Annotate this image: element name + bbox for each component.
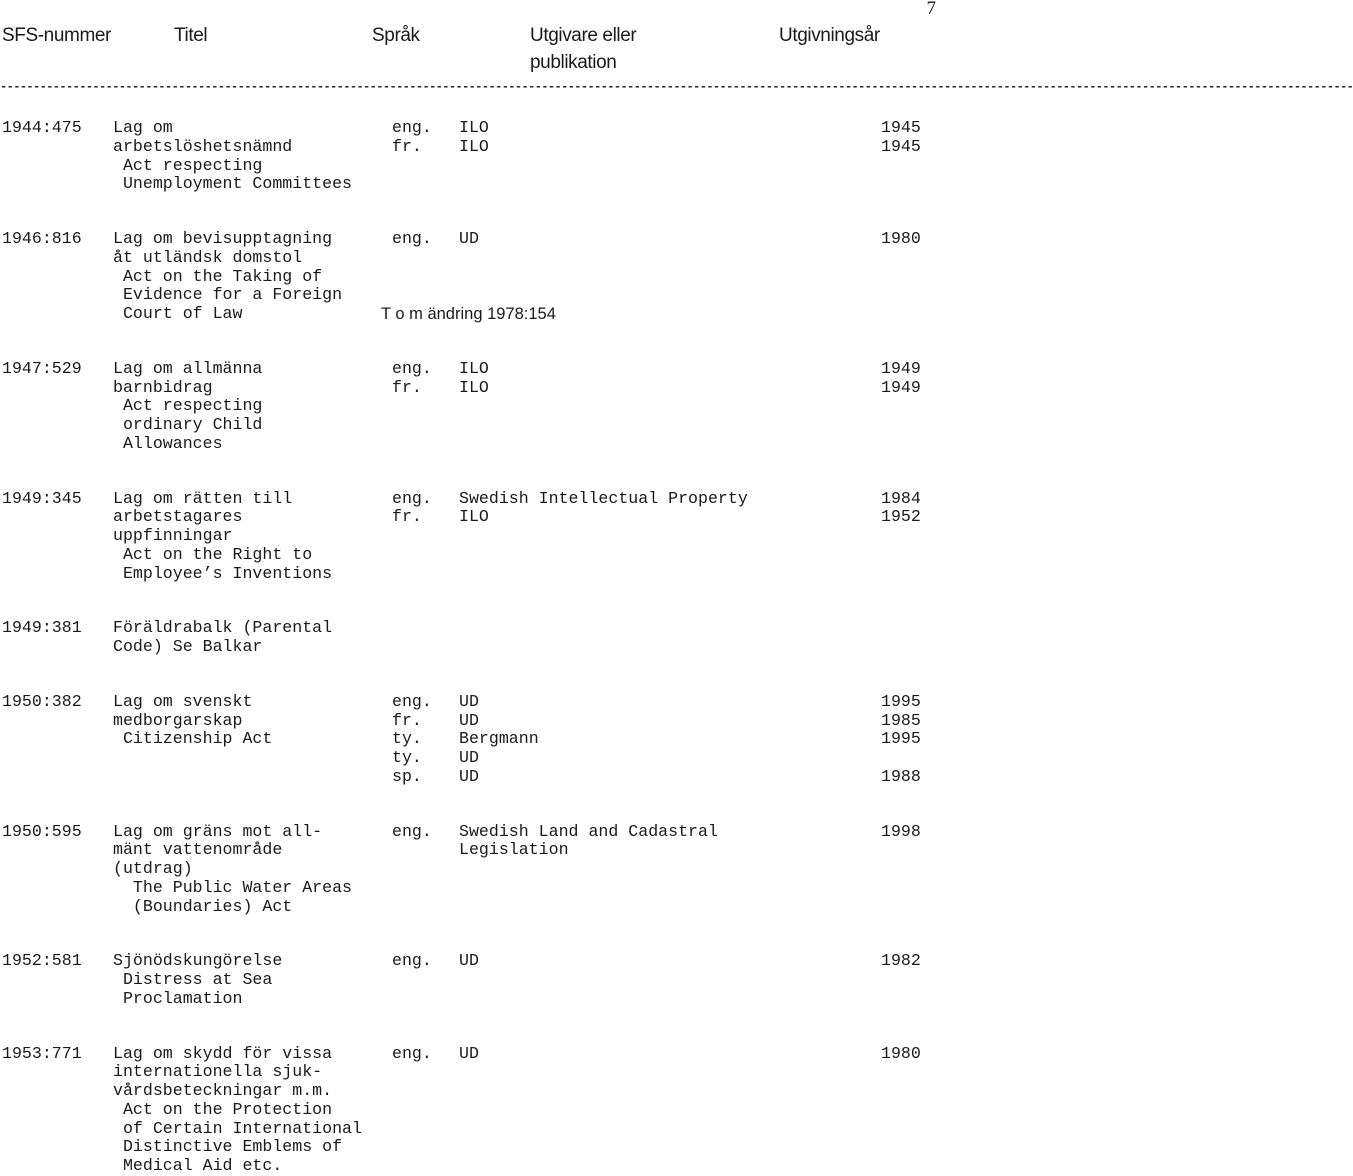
entry-year-line: 1980 bbox=[881, 1043, 921, 1063]
entry-publisher-line: ILO bbox=[459, 358, 489, 378]
entry-title-line: Lag om rätten till bbox=[113, 488, 293, 508]
entry-title-line: Evidence for a Foreign bbox=[113, 285, 343, 305]
entry-publisher bbox=[459, 230, 479, 249]
entry-language-line: eng. bbox=[392, 821, 432, 841]
entry-publisher-line: UD bbox=[459, 766, 479, 786]
entry-publisher-line: Legislation bbox=[459, 840, 569, 860]
entry-title-line: medborgarskap bbox=[113, 710, 243, 730]
entry-publisher bbox=[459, 1045, 479, 1064]
entry-year bbox=[881, 230, 921, 249]
entry-year bbox=[881, 1045, 921, 1064]
entry-year bbox=[881, 823, 921, 842]
entry-publisher-line: UD bbox=[459, 691, 479, 711]
entry-year-line: 1998 bbox=[881, 821, 921, 841]
entry-year-line: 1945 bbox=[881, 136, 921, 156]
entry-publisher bbox=[459, 693, 539, 787]
sfs-number: 1952:581 bbox=[2, 951, 82, 971]
entry-publisher-line: UD bbox=[459, 951, 479, 971]
entry-language bbox=[392, 823, 432, 842]
entry-title-line: Distress at Sea bbox=[113, 970, 273, 989]
entry-title-line: Act on the Protection bbox=[113, 1099, 333, 1119]
entry-language-line: fr. bbox=[392, 377, 422, 397]
entry-language bbox=[392, 693, 432, 787]
entry-publisher-line: UD bbox=[459, 748, 479, 767]
entry-title-line: Unemployment Committees bbox=[113, 174, 352, 194]
header-year: Utgivningsår bbox=[779, 25, 880, 46]
entry-title-line: The Public Water Areas bbox=[113, 877, 352, 897]
entry-publisher-line: ILO bbox=[459, 136, 489, 156]
entry-title-line: (Boundaries) Act bbox=[113, 896, 293, 916]
page-number: 7 bbox=[926, 0, 936, 19]
sfs-number: 1944:475 bbox=[2, 118, 82, 137]
entry-year bbox=[881, 693, 921, 787]
entry-year bbox=[881, 952, 921, 971]
entry-title-line: Distinctive Emblems of bbox=[113, 1137, 343, 1157]
entry-title-line: Lag om gräns mot all- bbox=[113, 821, 323, 841]
entry-title-line: Allowances bbox=[113, 433, 223, 453]
entry-title-line: Code) Se Balkar bbox=[113, 637, 263, 656]
entry-publisher-line: Bergmann bbox=[459, 729, 539, 749]
entry-title-line: vårdsbeteckningar m.m. bbox=[113, 1081, 333, 1100]
entry-year-line: 1952 bbox=[881, 507, 921, 527]
entry-title-line: Act on the Right to bbox=[113, 544, 313, 564]
entry-title-line: Act on the Taking of bbox=[113, 266, 323, 286]
entry-title-line: arbetslöshetsnämnd bbox=[113, 136, 293, 156]
entry-year-line: 1982 bbox=[881, 951, 921, 971]
sfs-number: 1949:381 bbox=[2, 618, 82, 638]
header-publisher-line2: publikation bbox=[530, 52, 617, 73]
entry-year-line bbox=[881, 749, 921, 768]
entry-title-line: Lag om allmänna bbox=[113, 358, 263, 378]
entry-title-line: mänt vattenområde bbox=[113, 840, 283, 860]
header-sfs-number: SFS-nummer bbox=[2, 25, 111, 46]
entry-language-line: fr. bbox=[392, 507, 422, 527]
entry-title-line: Lag om svenskt bbox=[113, 691, 253, 711]
entry-year-line: 1995 bbox=[881, 729, 921, 749]
entry-publisher-line: UD bbox=[459, 1043, 479, 1063]
entry-title-line: ordinary Child bbox=[113, 415, 263, 434]
entry-title-line: Lag om bbox=[113, 118, 173, 137]
entry-year-line: 1985 bbox=[881, 710, 921, 730]
entry-language-line: ty. bbox=[392, 748, 422, 767]
entry-year-line: 1984 bbox=[881, 488, 921, 508]
entry-title-line: Proclamation bbox=[113, 988, 243, 1008]
entry-language bbox=[392, 952, 432, 971]
entry-language bbox=[392, 119, 432, 157]
entry-year-line: 1980 bbox=[881, 229, 921, 248]
header-language: Språk bbox=[372, 25, 420, 46]
entry-title bbox=[113, 230, 342, 324]
column-header bbox=[0, 22, 960, 82]
entry-language-line: eng. bbox=[392, 691, 432, 711]
entry-publisher-line: ILO bbox=[459, 118, 489, 137]
sfs-number: 1950:595 bbox=[2, 821, 82, 841]
entry-year bbox=[881, 119, 921, 157]
entry-title-line: åt utländsk domstol bbox=[113, 247, 303, 267]
entry-language-line: fr. bbox=[392, 136, 422, 156]
header-title: Titel bbox=[174, 25, 208, 46]
entry-title-line: Employee’s Inventions bbox=[113, 563, 333, 583]
entry-year-line: 1945 bbox=[881, 118, 921, 137]
entry-publisher-line: ILO bbox=[459, 377, 489, 397]
entry-title-line: Lag om bevisupptagning bbox=[113, 229, 333, 248]
entry-title bbox=[113, 619, 332, 657]
entry-language bbox=[392, 1045, 432, 1064]
entry-title-line: Sjönödskungörelse bbox=[113, 951, 283, 971]
entry-title-line: Citizenship Act bbox=[113, 729, 273, 749]
entry-title-line: uppfinningar bbox=[113, 526, 233, 545]
entry-language-line: eng. bbox=[392, 118, 432, 137]
entry-title bbox=[113, 119, 352, 194]
entry-title-line: Act respecting bbox=[113, 155, 263, 175]
sfs-number: 1953:771 bbox=[2, 1043, 82, 1063]
entry-title-line: arbetstagares bbox=[113, 507, 243, 527]
entry-language-line: eng. bbox=[392, 1043, 432, 1063]
entry-language-line: eng. bbox=[392, 488, 432, 508]
entry-title-line: of Certain International bbox=[113, 1118, 362, 1138]
entry-title bbox=[113, 360, 262, 454]
entry-publisher-line: UD bbox=[459, 229, 479, 248]
entry-year-line: 1949 bbox=[881, 358, 921, 378]
entry-publisher-line: UD bbox=[459, 710, 479, 730]
sfs-number: 1950:382 bbox=[2, 691, 82, 711]
sfs-number: 1946:816 bbox=[2, 229, 82, 248]
entry-title-line: (utdrag) bbox=[113, 859, 193, 878]
entry-language-line: ty. bbox=[392, 729, 422, 749]
entry-language-line: fr. bbox=[392, 710, 422, 730]
entry-year bbox=[881, 360, 921, 398]
sfs-number: 1949:345 bbox=[2, 488, 82, 508]
entry-language-line: eng. bbox=[392, 358, 432, 378]
entry-title bbox=[113, 693, 272, 749]
entry-language bbox=[392, 490, 432, 528]
entry-language bbox=[392, 230, 432, 249]
entry-year-line: 1949 bbox=[881, 377, 921, 397]
entry-title-line: Act respecting bbox=[113, 396, 263, 416]
header-dashed-rule: ------------------------------------------------------------------------------------------------------------------------------------------------------------------------------------------------------------- bbox=[0, 80, 1353, 94]
entry-language bbox=[392, 360, 432, 398]
entry-title-line: Court of Law bbox=[113, 304, 243, 323]
entry-title bbox=[113, 952, 282, 1008]
entry-language-line: sp. bbox=[392, 766, 422, 786]
entry-note: T o m ändring 1978:154 bbox=[381, 305, 556, 323]
entry-publisher bbox=[459, 952, 479, 971]
entry-title bbox=[113, 1045, 362, 1176]
entry-title-line: internationella sjuk- bbox=[113, 1062, 323, 1082]
entry-publisher-line: ILO bbox=[459, 507, 489, 527]
entry-publisher-line: Swedish Land and Cadastral bbox=[459, 821, 718, 841]
entry-title bbox=[113, 490, 332, 584]
entry-title-line: Medical Aid etc. bbox=[113, 1156, 283, 1175]
entry-publisher bbox=[459, 823, 718, 861]
entry-publisher bbox=[459, 360, 489, 398]
entry-title-line: barnbidrag bbox=[113, 377, 213, 397]
entry-year-line: 1988 bbox=[881, 766, 921, 786]
sfs-number: 1947:529 bbox=[2, 358, 82, 378]
entry-publisher bbox=[459, 490, 748, 528]
entry-title bbox=[113, 823, 352, 917]
entry-title-line: Föräldrabalk (Parental bbox=[113, 618, 333, 638]
entry-language-line: eng. bbox=[392, 951, 432, 971]
entry-publisher bbox=[459, 119, 489, 157]
header-publisher-line1: Utgivare eller bbox=[530, 25, 637, 46]
entry-year bbox=[881, 490, 921, 528]
entry-language-line: eng. bbox=[392, 229, 432, 248]
entry-title-line: Lag om skydd för vissa bbox=[113, 1043, 333, 1063]
entry-year-line: 1995 bbox=[881, 691, 921, 711]
entry-publisher-line: Swedish Intellectual Property bbox=[459, 488, 748, 508]
